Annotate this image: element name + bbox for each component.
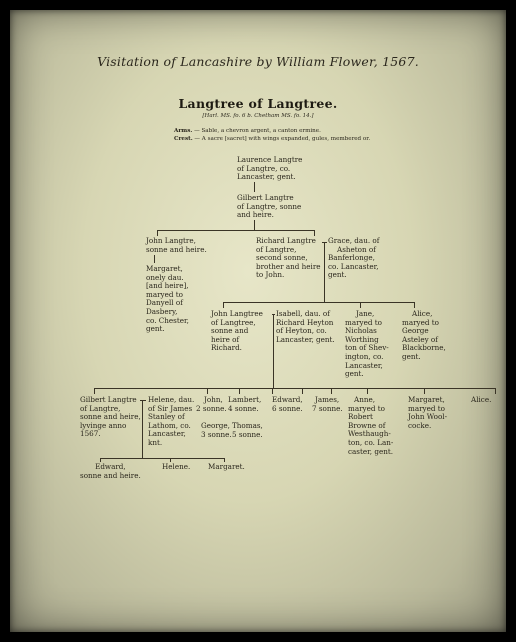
branch-line (207, 388, 208, 394)
entry-line: maryed to (345, 317, 382, 327)
person-margaret-daughter (146, 265, 189, 334)
entry-line: of Heyton, co. (276, 326, 327, 336)
entry-line: George, (201, 421, 230, 430)
person-laurence-langtre (237, 156, 302, 182)
entry-line: Lathom, co. (148, 420, 191, 430)
arms-line (174, 128, 321, 135)
entry-line: Isabell, dau. of (276, 309, 330, 318)
sibling-line (223, 302, 415, 303)
entry-line: Robert (348, 412, 373, 422)
entry-line: heire of (211, 334, 240, 344)
entry-line: Gilbert Langtre (80, 395, 137, 404)
person-gilbert-langtre-younger (80, 396, 141, 439)
entry-line: maryed to (348, 403, 385, 413)
entry-line: ton of Shev- (345, 343, 389, 353)
person-john-langtre (146, 237, 207, 254)
person-grace-asheton (328, 237, 379, 280)
entry-line: Margaret, (146, 264, 183, 273)
entry-line: cocke. (408, 420, 432, 430)
sibling-line (157, 230, 315, 231)
entry-line: co. Chester, (146, 315, 189, 325)
page-header: Visitation of Lancashire by William Flower, 1567. (97, 54, 419, 69)
crest-line (174, 136, 370, 143)
entry-line: to John. (256, 270, 285, 280)
entry-line: Richard. (211, 343, 242, 353)
person-george-3rd-son (201, 422, 232, 439)
branch-line (367, 388, 368, 394)
entry-line: Alice, (412, 309, 433, 318)
entry-line: Asheton of (337, 244, 376, 254)
descent-line (254, 220, 255, 230)
entry-line: Nicholas (345, 326, 377, 336)
branch-line (331, 388, 332, 394)
branch-line (272, 388, 273, 394)
person-edward-heir (80, 463, 141, 480)
entry-line: George (402, 326, 429, 336)
entry-line: gent. (146, 324, 165, 334)
entry-line: sonne and (211, 326, 249, 336)
entry-line: Stanley of (148, 412, 185, 422)
book-page (10, 10, 506, 632)
entry-line: Browne of (348, 420, 386, 430)
entry-line: co. Lancaster, (328, 261, 379, 271)
entry-line: 4 sonne. (228, 403, 259, 413)
entry-line: gent. (328, 270, 347, 280)
person-anne-browne (348, 396, 393, 456)
entry-line: Lambert, (228, 395, 262, 404)
entry-line: ton, co. Lan- (348, 437, 394, 447)
entry-line: Thomas, (232, 421, 263, 430)
arms-text: — Sable, a chevron argent, a canton ermine. (194, 128, 321, 134)
entry-line: Edward, (95, 462, 126, 471)
marriage-line (154, 255, 155, 263)
entry-line: Anne, (354, 395, 375, 404)
entry-line: Worthing (345, 334, 379, 344)
entry-line: Dasbery, (146, 306, 178, 316)
entry-line: Grace, dau. of (328, 236, 380, 245)
person-margaret-granddaughter (208, 463, 245, 472)
entry-line: of Sir James (148, 403, 193, 413)
entry-line: 7 sonne. (312, 403, 343, 413)
entry-line: sonne and heire. (146, 244, 207, 254)
person-lambert-4th-son (228, 396, 261, 413)
entry-line: maryed to (408, 403, 445, 413)
entry-line: maryed to (146, 289, 183, 299)
entry-line: Blackborne, (402, 343, 446, 353)
entry-line: ington, co. (345, 351, 384, 361)
person-james-7th-son (312, 396, 343, 413)
descent-line (324, 242, 325, 302)
entry-line: maryed to (402, 317, 439, 327)
entry-line: onely dau. (146, 272, 184, 282)
person-alice-asteley (402, 310, 446, 362)
entry-line: Westhaugh- (348, 429, 391, 439)
branch-line (414, 302, 415, 308)
entry-line: Laurence Langtre (237, 155, 303, 164)
branch-line (495, 388, 496, 394)
entry-line: 5 sonne. (232, 429, 263, 439)
person-alice-daughter (471, 396, 491, 405)
entry-line: Jane, (356, 309, 375, 318)
entry-line: caster, gent. (348, 446, 394, 456)
person-john-2nd-son (196, 396, 227, 413)
entry-line: Gilbert Langtre (237, 193, 294, 202)
entry-line: James, (315, 395, 340, 404)
entry-line: Richard Langtre (256, 236, 316, 245)
person-helene-stanley (148, 396, 194, 448)
person-jane-worthington (345, 310, 389, 379)
marriage-line (140, 400, 146, 401)
entry-line: gent. (345, 369, 364, 379)
entry-line: and heire. (237, 210, 274, 220)
entry-line: Lancaster, gent. (237, 172, 296, 182)
entry-line: Margaret. (208, 462, 245, 471)
entry-line: Helene. (162, 462, 191, 471)
entry-line: Danyell of (146, 298, 183, 308)
arms-label: Arms. (174, 128, 193, 134)
branch-line (223, 302, 224, 308)
entry-line: Helene, dau. (148, 395, 195, 404)
person-john-langtree (211, 310, 263, 353)
entry-line: John, (204, 395, 223, 404)
branch-line (302, 388, 303, 394)
manuscript-references: [Harl. MS. fo. 6 b. Chetham MS. fo. 14.] (202, 113, 314, 119)
entry-line: Edward, (272, 395, 303, 404)
descent-line (273, 314, 274, 388)
entry-line: [and heire], (146, 281, 189, 291)
entry-line: Lancaster, (345, 360, 383, 370)
entry-line: sonne and heire, (80, 412, 141, 422)
family-title: Langtree of Langtree. (178, 96, 338, 111)
entry-line: lyvinge anno (80, 420, 127, 430)
entry-line: 6 sonne. (272, 403, 303, 413)
entry-line: of Langtree, (211, 317, 256, 327)
entry-line: second sonne, (256, 253, 308, 263)
descent-line (254, 182, 255, 192)
branch-line (94, 388, 95, 394)
entry-line: Lancaster, gent. (276, 334, 335, 344)
entry-line: sonne and heire. (80, 470, 141, 480)
entry-line: Lancaster, (148, 429, 186, 439)
entry-line: of Langtre, co. (237, 163, 291, 173)
entry-line: Alice. (471, 395, 492, 404)
sibling-line (100, 458, 225, 459)
person-isabell-heyton (276, 310, 335, 344)
person-helene-daughter (162, 463, 190, 472)
entry-line: Banferlonge, (328, 253, 375, 263)
sibling-line (94, 388, 496, 389)
person-richard-langtre (256, 237, 321, 280)
person-edward-6th-son (272, 396, 303, 413)
entry-line: knt. (148, 437, 163, 447)
branch-line (360, 302, 361, 308)
entry-line: Asteley of (402, 334, 438, 344)
branch-line (424, 388, 425, 394)
entry-line: 1567. (80, 429, 101, 439)
entry-line: John Wool- (408, 412, 448, 422)
entry-line: Richard Heyton (276, 317, 334, 327)
person-margaret-woolcocke (408, 396, 447, 430)
entry-line: Margaret, (408, 395, 445, 404)
entry-line: John Langtre, (146, 236, 196, 245)
entry-line: brother and heire (256, 261, 321, 271)
branch-line (239, 388, 240, 394)
person-thomas-5th-son (232, 422, 263, 439)
entry-line: of Langtre, (80, 403, 121, 413)
entry-line: 3 sonne. (201, 429, 232, 439)
descent-line (142, 400, 143, 458)
entry-line: of Langtre, (256, 244, 297, 254)
crest-text: — A sacre [sacret] with wings expanded, gules, membered or. (194, 136, 371, 142)
entry-line: gent. (402, 351, 421, 361)
person-gilbert-langtre-elder (237, 194, 301, 220)
entry-line: of Langtre, sonne (237, 201, 302, 211)
entry-line: John Langtree (211, 309, 263, 318)
crest-label: Crest. (174, 136, 193, 142)
entry-line: 2 sonne. (196, 403, 227, 413)
